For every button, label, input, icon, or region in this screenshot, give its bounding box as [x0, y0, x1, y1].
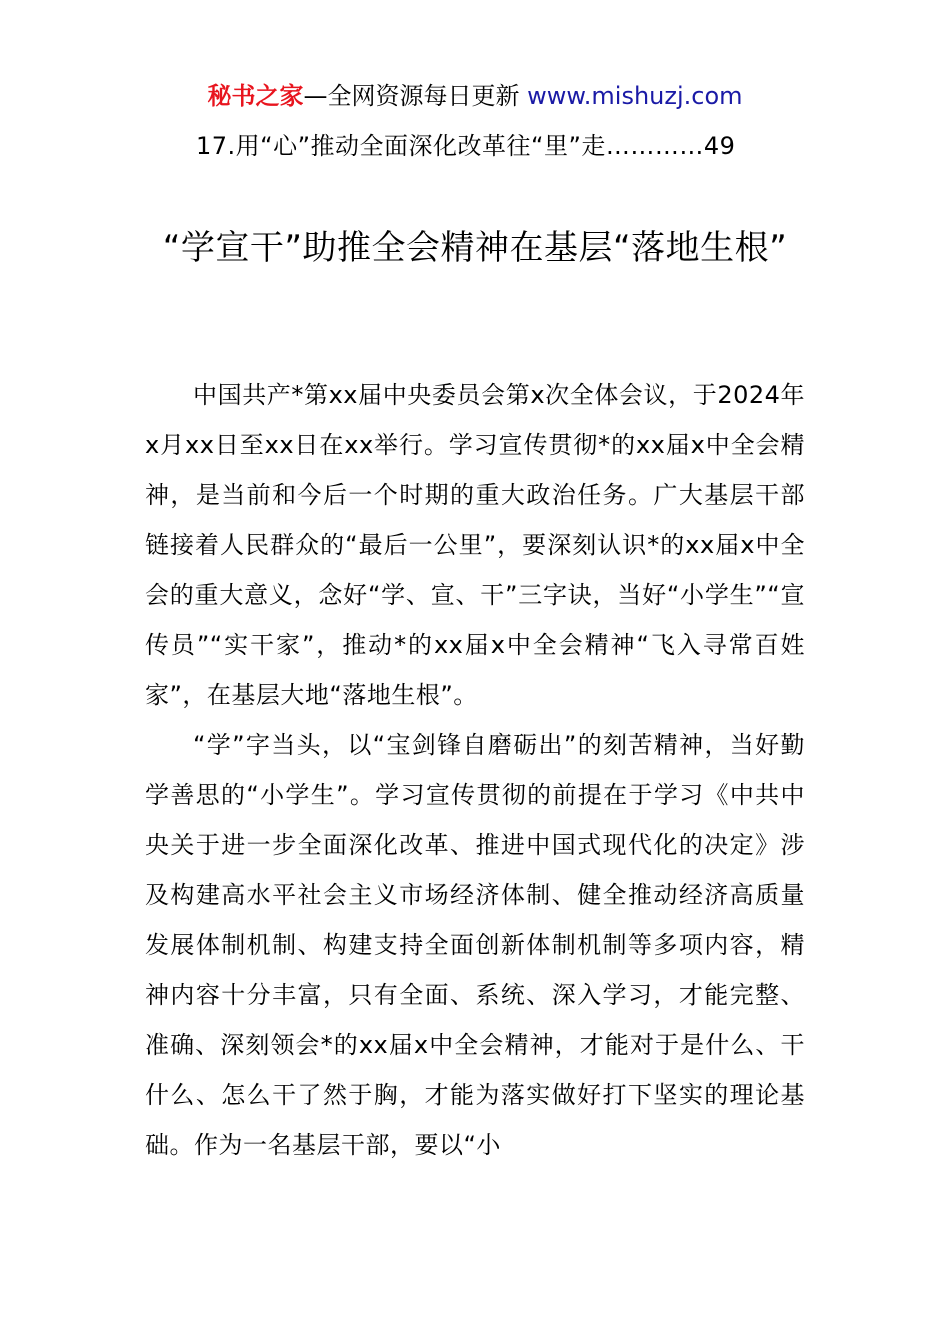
body-paragraph: “学”字当头，以“宝剑锋自磨砺出”的刻苦精神，当好勤学善思的“小学生”。学习宣传贯彻的前提在于学习《中共中央关于进一步全面深化改革、推进中国式现代化的决定》涉及构建高水平社会主义市场经济体制、健全推动经济高质量发展体制机制、构建支持全面创新体制机制等多项内容，精神内容十分丰富，只有全面、系统、深入学习，才能完整、准确、深刻领会*的xx届x中全会精神，才能对于是什么、干什么、怎么干了然于胸，才能为落实做好打下坚实的理论基础。作为一名基层干部，要以“小: [145, 731, 805, 1159]
brand-name: 秘书之家: [207, 82, 304, 110]
header-tagline: —全网资源每日更新: [303, 82, 528, 110]
toc-entry: 17.用“心”推动全面深化改革往“里”走…………49: [196, 132, 736, 160]
document-title: “学宣干”助推全会精神在基层“落地生根”: [162, 228, 788, 268]
site-url-link[interactable]: www.mishuzj.com: [527, 82, 743, 110]
site-header: [0, 80, 950, 112]
body-paragraph: 中国共产*第xx届中央委员会第x次全体会议，于2024年x月xx日至xx日在xx举行。学习宣传贯彻*的xx届x中全会精神，是当前和今后一个时期的重大政治任务。广大基层干部链接着人民群众的“最后一公里”，要深刻认识*的xx届x中全会的重大意义，念好“学、宣、干”三字诀，当好“小学生”“宣传员”“实干家”，推动*的xx届x中全会精神“飞入寻常百姓家”，在基层大地“落地生根”。: [145, 381, 805, 709]
document-body: [145, 370, 805, 1170]
